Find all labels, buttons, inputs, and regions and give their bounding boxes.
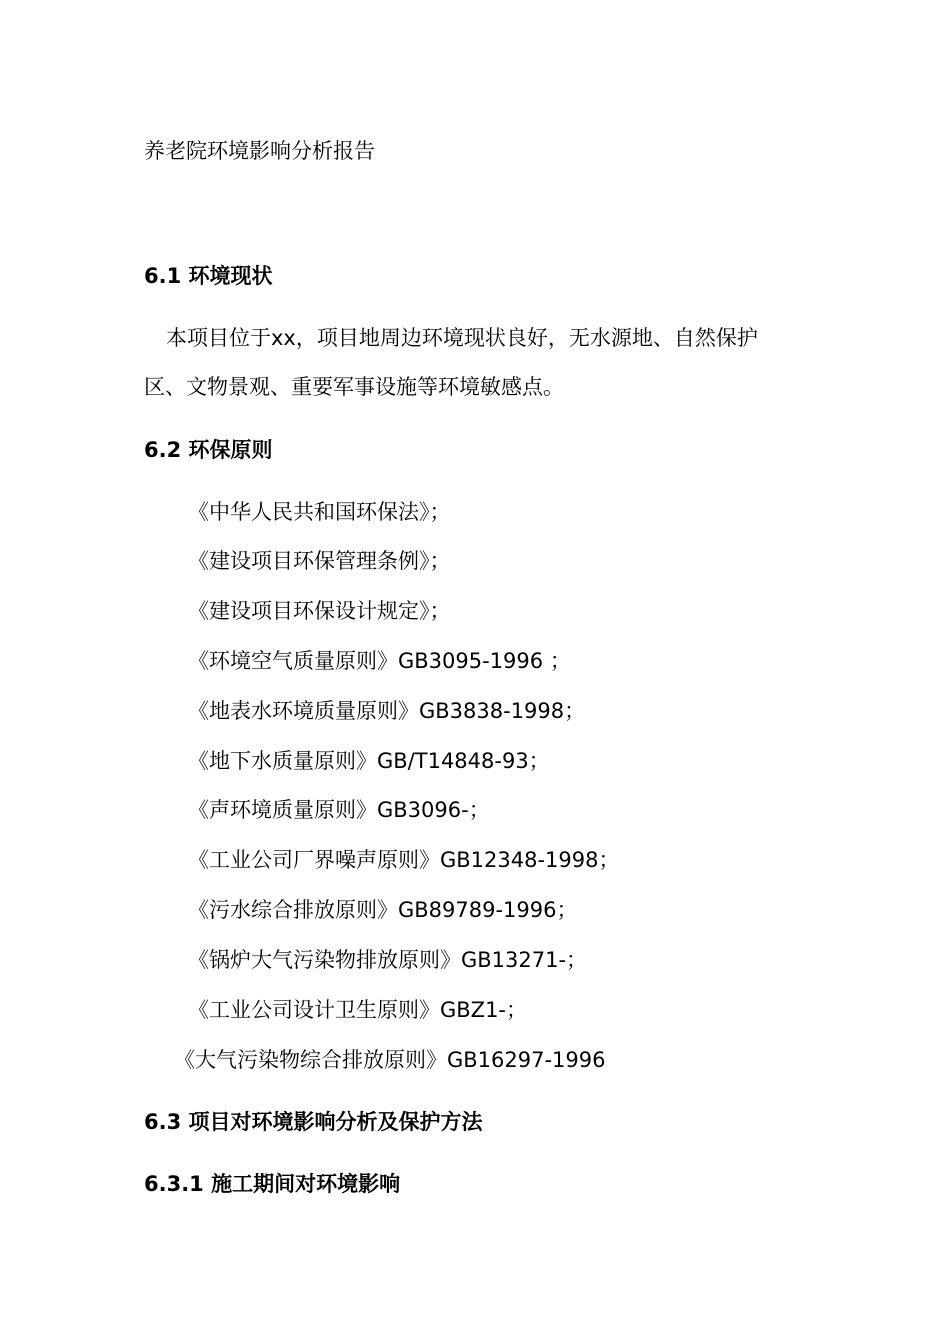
paragraph-line: 本项目位于xx，项目地周边环境现状良好，无水源地、自然保护	[166, 326, 758, 350]
section-heading-6-2: 6.2 环保原则	[144, 438, 273, 462]
standard-item: 《地表水环境质量原则》GB3838-1998；	[188, 699, 586, 723]
standard-item: 《污水综合排放原则》GB89789-1996；	[188, 898, 578, 922]
standard-item: 《锅炉大气污染物排放原则》GB13271-；	[188, 948, 588, 972]
standard-item: 《中华人民共和国环保法》；	[188, 500, 451, 524]
standard-item: 《建设项目环保管理条例》；	[188, 549, 451, 573]
section-heading-6-3-1: 6.3.1 施工期间对环境影响	[144, 1172, 401, 1196]
standard-item: 《地下水质量原则》GB/T14848-93；	[188, 749, 550, 773]
section-heading-6-3: 6.3 项目对环境影响分析及保护方法	[144, 1110, 483, 1134]
standard-item: 《建设项目环保设计规定》；	[188, 599, 451, 623]
standard-item: 《工业公司厂界噪声原则》GB12348-1998；	[188, 848, 620, 872]
document-title: 养老院环境影响分析报告	[144, 139, 375, 163]
paragraph-line: 区、文物景观、重要军事设施等环境敏感点。	[144, 375, 564, 399]
section-heading-6-1: 6.1 环境现状	[144, 264, 273, 288]
standard-item: 《工业公司设计卫生原则》GBZ1-；	[188, 998, 528, 1022]
standard-item: 《大气污染物综合排放原则》GB16297-1996	[174, 1048, 606, 1072]
standard-item: 《环境空气质量原则》GB3095-1996 ；	[188, 649, 571, 673]
standard-item: 《声环境质量原则》GB3096-；	[188, 798, 490, 822]
